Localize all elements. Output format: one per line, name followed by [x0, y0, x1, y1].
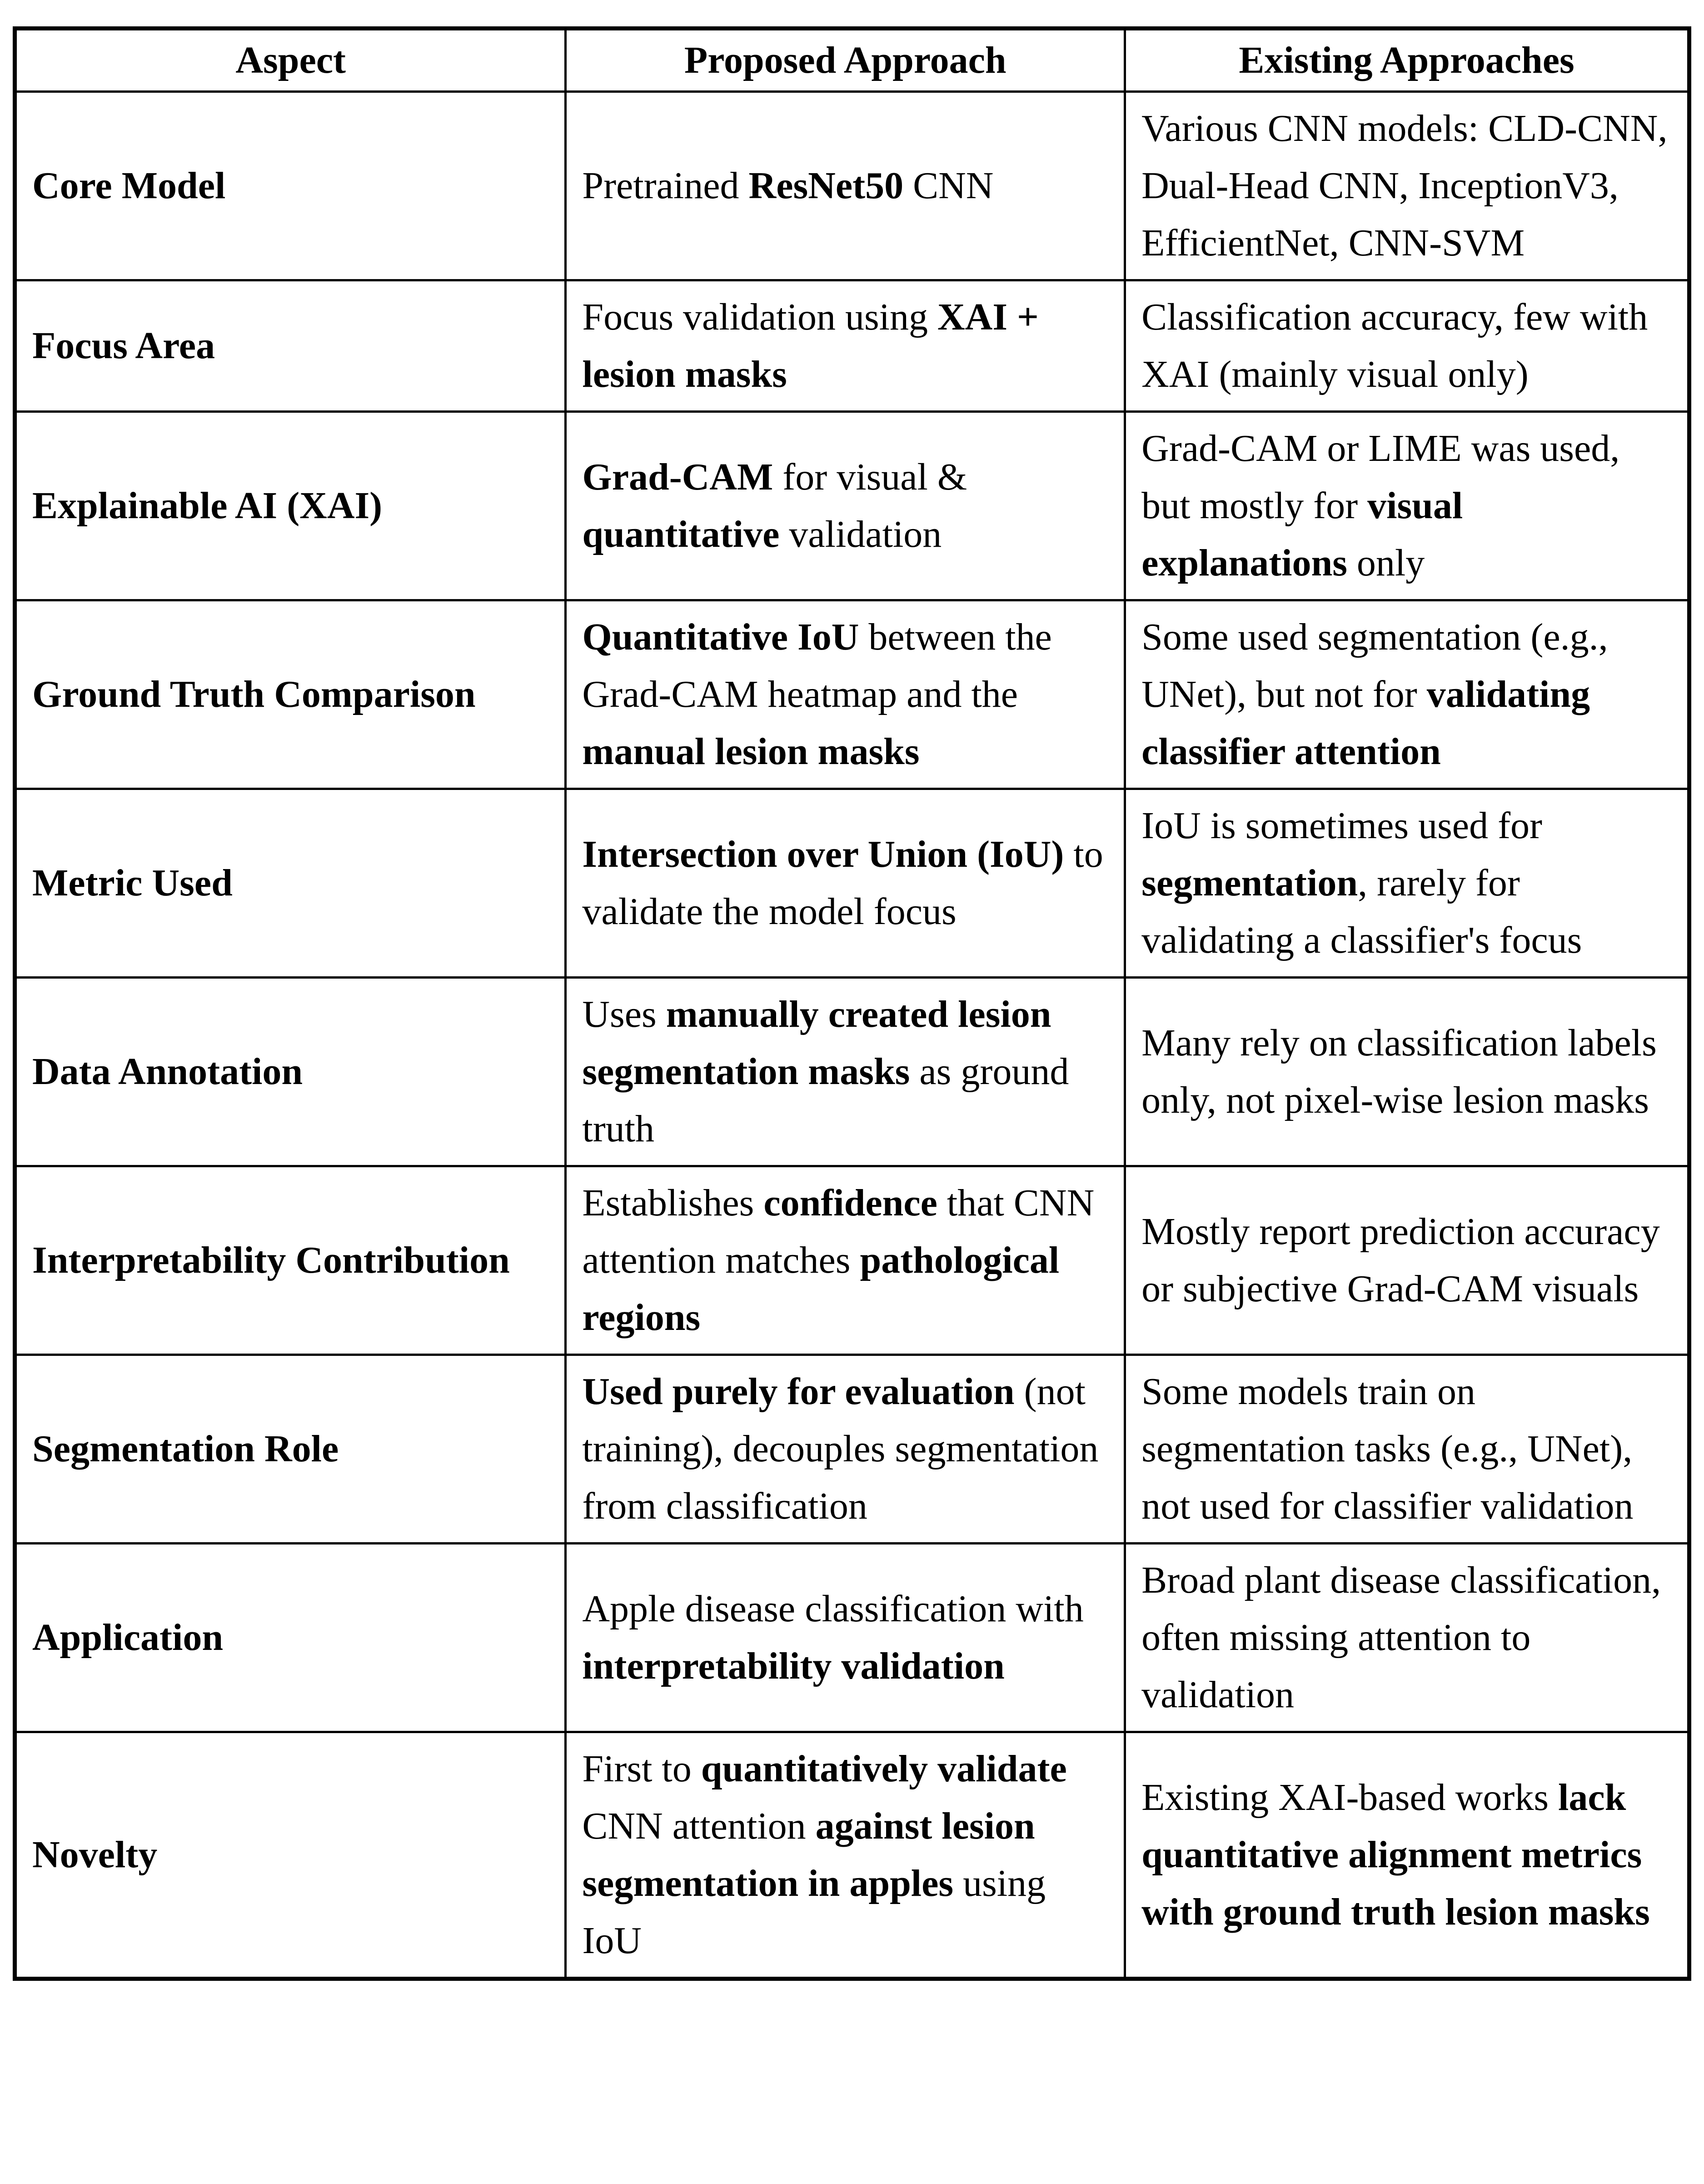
- text-segment: , rarely for validating a classifier's focus: [1141, 862, 1582, 961]
- text-segment: Grad-CAM or LIME was used, but mostly for: [1141, 427, 1620, 527]
- aspect-cell: Explainable AI (XAI): [15, 412, 566, 600]
- bold-text-segment: interpretability validation: [582, 1645, 1005, 1687]
- aspect-cell: Application: [15, 1544, 566, 1732]
- existing-approaches-cell: [1125, 978, 1689, 1166]
- text-segment: that CNN attention matches: [582, 1182, 1095, 1281]
- bold-text-segment: quantitatively validate: [701, 1748, 1067, 1790]
- text-segment: IoU is sometimes used for: [1141, 805, 1543, 847]
- text-segment: Some models train on segmentation tasks (e.g., UNet), not used for classifier validation: [1141, 1370, 1634, 1527]
- proposed-approach-cell: [566, 1166, 1125, 1355]
- proposed-approach-cell: [566, 412, 1125, 600]
- text-segment: as ground truth: [582, 1050, 1069, 1150]
- text-segment: Establishes: [582, 1182, 764, 1224]
- existing-approaches-cell: [1125, 600, 1689, 789]
- text-segment: Apple disease classification with: [582, 1588, 1084, 1630]
- aspect-cell: Core Model: [15, 92, 566, 280]
- text-segment: Pretrained: [582, 165, 749, 207]
- text-segment: CNN: [903, 165, 994, 207]
- text-segment: Classification accuracy, few with XAI (mainly visual only): [1141, 296, 1648, 395]
- existing-approaches-cell: [1125, 1355, 1689, 1544]
- text-segment: for visual &: [773, 456, 967, 498]
- text-segment: Various CNN models: CLD-CNN, Dual-Head CNN, InceptionV3, EfficientNet, CNN-SVM: [1141, 107, 1668, 264]
- table-row: [15, 978, 1689, 1166]
- aspect-cell: Segmentation Role: [15, 1355, 566, 1544]
- text-segment: to validate the model focus: [582, 833, 1103, 933]
- aspect-cell: Novelty: [15, 1732, 566, 1979]
- bold-text-segment: lack quantitative alignment metrics with ground truth lesion masks: [1141, 1776, 1650, 1933]
- existing-approaches-cell: [1125, 412, 1689, 600]
- column-header-proposed-approach: Proposed Approach: [566, 29, 1125, 92]
- text-segment: Broad plant disease classification, often missing attention to validation: [1141, 1559, 1661, 1716]
- bold-text-segment: quantitative: [582, 513, 780, 555]
- table-body: [15, 92, 1689, 1979]
- text-segment: First to: [582, 1748, 701, 1790]
- bold-text-segment: visual explanations: [1141, 485, 1463, 584]
- aspect-cell: Interpretability Contribution: [15, 1166, 566, 1355]
- text-segment: (not training), decouples segmentation from classification: [582, 1370, 1099, 1527]
- bold-text-segment: Quantitative IoU: [582, 616, 859, 658]
- proposed-approach-cell: [566, 600, 1125, 789]
- table-row: [15, 1732, 1689, 1979]
- existing-approaches-cell: [1125, 280, 1689, 412]
- table-row: [15, 1355, 1689, 1544]
- aspect-cell: Focus Area: [15, 280, 566, 412]
- bold-text-segment: segmentation: [1141, 862, 1358, 904]
- text-segment: only: [1347, 542, 1425, 584]
- table-row: [15, 412, 1689, 600]
- table-row: [15, 789, 1689, 978]
- bold-text-segment: Intersection over Union (IoU): [582, 833, 1064, 875]
- existing-approaches-cell: [1125, 789, 1689, 978]
- existing-approaches-cell: [1125, 1544, 1689, 1732]
- proposed-approach-cell: [566, 789, 1125, 978]
- proposed-approach-cell: [566, 92, 1125, 280]
- table-row: [15, 600, 1689, 789]
- table-header-row-group: [15, 29, 1689, 92]
- bold-text-segment: pathological regions: [582, 1239, 1060, 1339]
- text-segment: Many rely on classification labels only, not pixel-wise lesion masks: [1141, 1022, 1657, 1121]
- bold-text-segment: manual lesion masks: [582, 730, 920, 773]
- bold-text-segment: manually created lesion segmentation masks: [582, 993, 1051, 1093]
- comparison-table: [13, 26, 1691, 1981]
- text-segment: Some used segmentation (e.g., UNet), but not for: [1141, 616, 1608, 715]
- proposed-approach-cell: [566, 1355, 1125, 1544]
- text-segment: between the Grad-CAM heatmap and the: [582, 616, 1052, 715]
- text-segment: Focus validation using: [582, 296, 937, 338]
- bold-text-segment: Used purely for evaluation: [582, 1370, 1015, 1413]
- text-segment: using IoU: [582, 1862, 1046, 1962]
- bold-text-segment: against lesion segmentation in apples: [582, 1805, 1035, 1904]
- bold-text-segment: confidence: [763, 1182, 937, 1224]
- table-row: [15, 1166, 1689, 1355]
- table-row: [15, 92, 1689, 280]
- aspect-cell: Metric Used: [15, 789, 566, 978]
- text-segment: Existing XAI-based works: [1141, 1776, 1559, 1819]
- bold-text-segment: XAI + lesion masks: [582, 296, 1039, 395]
- bold-text-segment: validating classifier attention: [1141, 673, 1590, 773]
- text-segment: Mostly report prediction accuracy or subjective Grad-CAM visuals: [1141, 1210, 1660, 1310]
- aspect-cell: Data Annotation: [15, 978, 566, 1166]
- existing-approaches-cell: [1125, 1166, 1689, 1355]
- table-header-row: [15, 29, 1689, 92]
- column-header-aspect: Aspect: [15, 29, 566, 92]
- proposed-approach-cell: [566, 280, 1125, 412]
- proposed-approach-cell: [566, 1544, 1125, 1732]
- column-header-existing-approaches: Existing Approaches: [1125, 29, 1689, 92]
- bold-text-segment: Grad-CAM: [582, 456, 773, 498]
- bold-text-segment: ResNet50: [748, 165, 904, 207]
- proposed-approach-cell: [566, 978, 1125, 1166]
- existing-approaches-cell: [1125, 92, 1689, 280]
- text-segment: Uses: [582, 993, 666, 1035]
- existing-approaches-cell: [1125, 1732, 1689, 1979]
- text-segment: CNN attention: [582, 1805, 816, 1847]
- table-row: [15, 1544, 1689, 1732]
- proposed-approach-cell: [566, 1732, 1125, 1979]
- text-segment: validation: [779, 513, 942, 555]
- aspect-cell: Ground Truth Comparison: [15, 600, 566, 789]
- table-row: [15, 280, 1689, 412]
